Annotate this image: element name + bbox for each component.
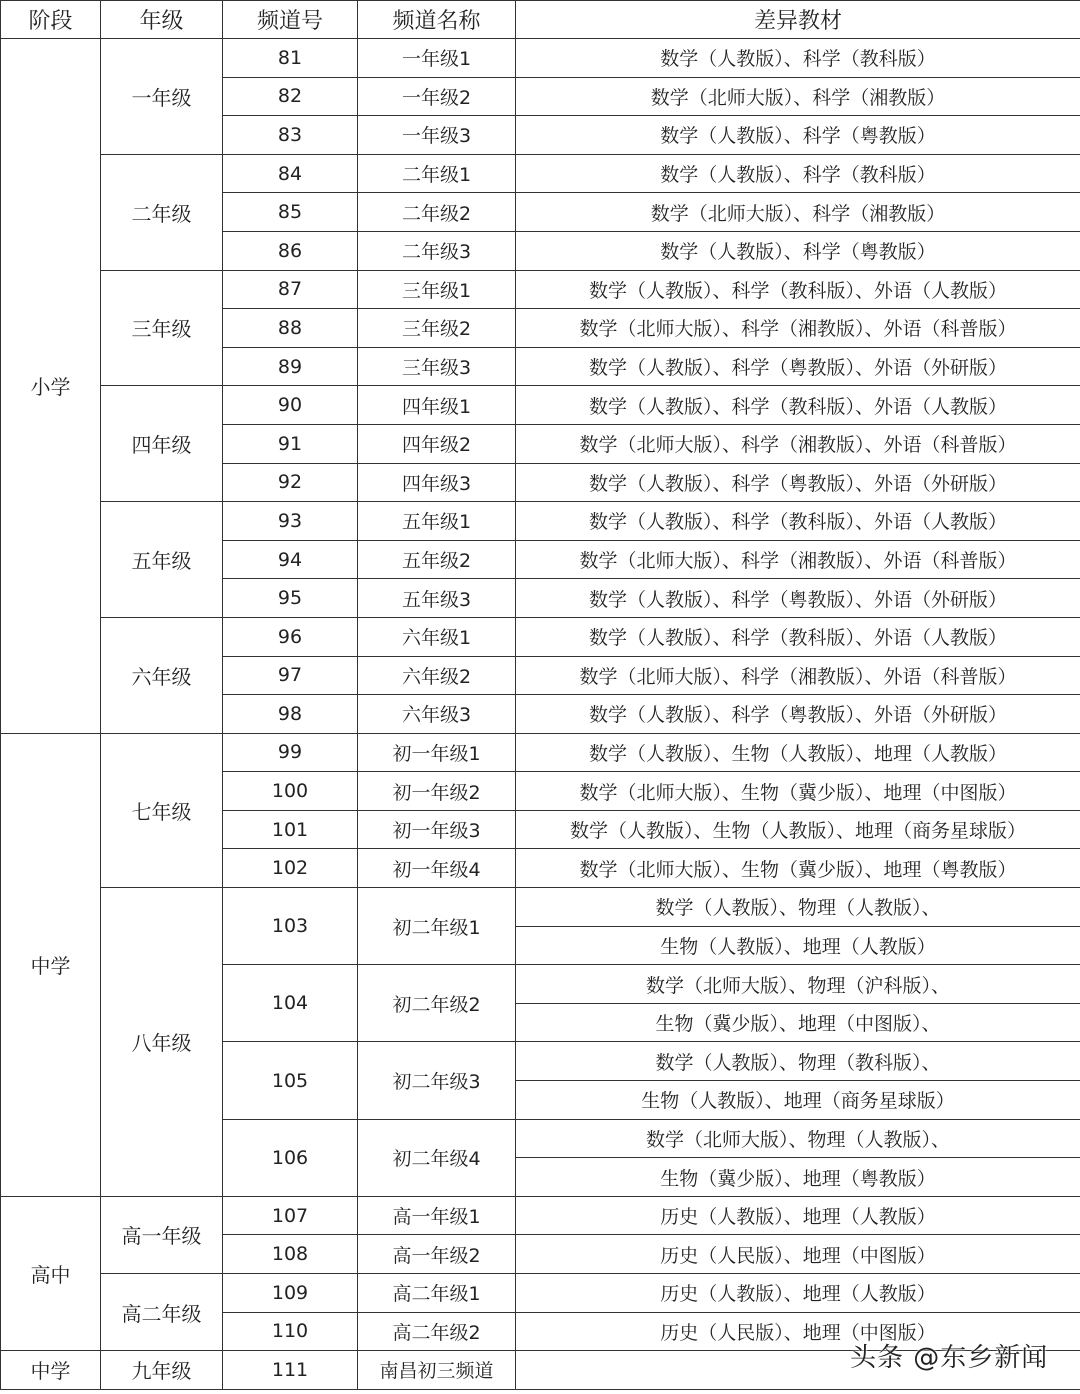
textbooks: 数学（人教版）、科学（教科版）、外语（人教版） bbox=[516, 270, 1080, 309]
textbooks: 数学（人教版）、科学（粤教版）、外语（外研版） bbox=[516, 579, 1080, 618]
channel-number: 105 bbox=[223, 1042, 358, 1119]
textbooks: 数学（北师大版）、生物（冀少版）、地理（中图版） bbox=[516, 772, 1080, 811]
channel-name: 六年级3 bbox=[358, 695, 516, 734]
channel-number: 88 bbox=[223, 309, 358, 348]
channel-number: 111 bbox=[223, 1351, 358, 1390]
textbooks: 生物（冀少版）、地理（粤教版） bbox=[516, 1158, 1080, 1197]
textbooks: 历史（人民版）、地理（中图版） bbox=[516, 1235, 1080, 1274]
channel-number: 83 bbox=[223, 116, 358, 155]
channel-number: 101 bbox=[223, 810, 358, 849]
textbooks: 生物（人教版）、地理（人教版） bbox=[516, 926, 1080, 965]
channel-name: 初二年级3 bbox=[358, 1042, 516, 1119]
channel-name: 高二年级1 bbox=[358, 1274, 516, 1313]
table-row bbox=[1, 1274, 1080, 1313]
channel-name: 二年级1 bbox=[358, 154, 516, 193]
channel-number: 96 bbox=[223, 617, 358, 656]
channel-name: 高二年级2 bbox=[358, 1312, 516, 1351]
channel-number: 89 bbox=[223, 347, 358, 386]
stage-cell: 中学 bbox=[1, 733, 101, 1196]
textbooks: 数学（人教版）、物理（教科版）、 bbox=[516, 1042, 1080, 1081]
textbooks: 数学（人教版）、物理（人教版）、 bbox=[516, 888, 1080, 927]
table-row bbox=[1, 270, 1080, 309]
channel-number: 92 bbox=[223, 463, 358, 502]
channel-name: 二年级3 bbox=[358, 231, 516, 270]
stage-cell: 中学 bbox=[1, 1351, 101, 1390]
channel-name: 高一年级1 bbox=[358, 1196, 516, 1235]
channel-name: 初一年级2 bbox=[358, 772, 516, 811]
stage-cell: 小学 bbox=[1, 39, 101, 734]
channel-number: 87 bbox=[223, 270, 358, 309]
grade-cell: 三年级 bbox=[101, 270, 223, 386]
header-stage: 阶段 bbox=[1, 1, 101, 39]
channel-name: 三年级1 bbox=[358, 270, 516, 309]
channel-number: 107 bbox=[223, 1196, 358, 1235]
channel-number: 85 bbox=[223, 193, 358, 232]
grade-cell: 高一年级 bbox=[101, 1196, 223, 1273]
channel-name: 四年级1 bbox=[358, 386, 516, 425]
header-row bbox=[1, 1, 1080, 39]
channel-name: 三年级2 bbox=[358, 309, 516, 348]
header-textbooks: 差异教材 bbox=[516, 1, 1080, 39]
textbooks: 数学（人教版）、科学（粤教版）、外语（外研版） bbox=[516, 695, 1080, 734]
channel-name: 一年级2 bbox=[358, 77, 516, 116]
channel-number: 94 bbox=[223, 540, 358, 579]
textbooks: 生物（人教版）、地理（商务星球版） bbox=[516, 1081, 1080, 1120]
channel-name: 六年级1 bbox=[358, 617, 516, 656]
textbooks: 数学（北师大版）、科学（湘教版） bbox=[516, 193, 1080, 232]
textbooks: 数学（人教版）、科学（粤教版）、外语（外研版） bbox=[516, 463, 1080, 502]
channel-number: 109 bbox=[223, 1274, 358, 1313]
textbooks: 历史（人教版）、地理（人教版） bbox=[516, 1274, 1080, 1313]
grade-cell: 一年级 bbox=[101, 39, 223, 155]
channel-name: 一年级1 bbox=[358, 39, 516, 78]
channel-number: 84 bbox=[223, 154, 358, 193]
textbooks: 数学（北师大版）、科学（湘教版）、外语（科普版） bbox=[516, 540, 1080, 579]
header-channel-name: 频道名称 bbox=[358, 1, 516, 39]
watermark: 头条 @东乡新闻 bbox=[850, 1343, 1049, 1373]
channel-name: 初二年级1 bbox=[358, 888, 516, 965]
grade-cell: 高二年级 bbox=[101, 1274, 223, 1351]
textbooks: 历史（人教版）、地理（人教版） bbox=[516, 1196, 1080, 1235]
grade-cell: 四年级 bbox=[101, 386, 223, 502]
grade-cell: 九年级 bbox=[101, 1351, 223, 1390]
textbooks: 数学（人教版）、生物（人教版）、地理（人教版） bbox=[516, 733, 1080, 772]
textbooks: 数学（人教版）、科学（教科版） bbox=[516, 154, 1080, 193]
channel-number: 100 bbox=[223, 772, 358, 811]
textbooks: 数学（北师大版）、科学（湘教版）、外语（科普版） bbox=[516, 424, 1080, 463]
textbooks: 数学（北师大版）、科学（湘教版） bbox=[516, 77, 1080, 116]
textbooks: 数学（北师大版）、科学（湘教版）、外语（科普版） bbox=[516, 309, 1080, 348]
channel-number: 81 bbox=[223, 39, 358, 78]
grade-cell: 八年级 bbox=[101, 888, 223, 1197]
channel-number: 86 bbox=[223, 231, 358, 270]
channel-number: 104 bbox=[223, 965, 358, 1042]
textbooks: 数学（人教版）、科学（教科版）、外语（人教版） bbox=[516, 502, 1080, 541]
channel-name: 五年级3 bbox=[358, 579, 516, 618]
textbooks: 数学（人教版）、科学（粤教版） bbox=[516, 231, 1080, 270]
textbooks: 数学（人教版）、生物（人教版）、地理（商务星球版） bbox=[516, 810, 1080, 849]
textbooks: 数学（人教版）、科学（粤教版） bbox=[516, 116, 1080, 155]
table-row bbox=[1, 1196, 1080, 1235]
table-row bbox=[1, 154, 1080, 193]
channel-name: 初一年级3 bbox=[358, 810, 516, 849]
grade-cell: 五年级 bbox=[101, 502, 223, 618]
table-row bbox=[1, 39, 1080, 78]
table-row bbox=[1, 386, 1080, 425]
channel-number: 110 bbox=[223, 1312, 358, 1351]
table-row bbox=[1, 502, 1080, 541]
channel-name: 初一年级4 bbox=[358, 849, 516, 888]
channel-name: 初二年级2 bbox=[358, 965, 516, 1042]
channel-number: 102 bbox=[223, 849, 358, 888]
channel-number: 98 bbox=[223, 695, 358, 734]
textbooks: 数学（北师大版）、物理（沪科版）、 bbox=[516, 965, 1080, 1004]
textbooks: 数学（人教版）、科学（教科版）、外语（人教版） bbox=[516, 617, 1080, 656]
channel-name: 高一年级2 bbox=[358, 1235, 516, 1274]
channel-number: 97 bbox=[223, 656, 358, 695]
channel-number: 90 bbox=[223, 386, 358, 425]
channel-name: 初二年级4 bbox=[358, 1119, 516, 1196]
channel-name: 南昌初三频道 bbox=[358, 1351, 516, 1390]
channel-number: 99 bbox=[223, 733, 358, 772]
channel-name: 五年级1 bbox=[358, 502, 516, 541]
channel-name: 三年级3 bbox=[358, 347, 516, 386]
channel-name: 初一年级1 bbox=[358, 733, 516, 772]
textbooks: 数学（北师大版）、生物（冀少版）、地理（粤教版） bbox=[516, 849, 1080, 888]
stage-cell: 高中 bbox=[1, 1196, 101, 1350]
header-grade: 年级 bbox=[101, 1, 223, 39]
table-row bbox=[1, 617, 1080, 656]
table-row bbox=[1, 733, 1080, 772]
channel-name: 五年级2 bbox=[358, 540, 516, 579]
channel-name: 二年级2 bbox=[358, 193, 516, 232]
channel-number: 91 bbox=[223, 424, 358, 463]
textbooks: 数学（人教版）、科学（教科版）、外语（人教版） bbox=[516, 386, 1080, 425]
channel-number: 82 bbox=[223, 77, 358, 116]
channel-number: 103 bbox=[223, 888, 358, 965]
textbooks: 历史（人民版）、地理（中图版） bbox=[516, 1312, 1080, 1351]
channel-number: 95 bbox=[223, 579, 358, 618]
textbooks: 数学（北师大版）、物理（人教版）、 bbox=[516, 1119, 1080, 1158]
channel-number: 93 bbox=[223, 502, 358, 541]
grade-cell: 六年级 bbox=[101, 617, 223, 733]
channel-name: 一年级3 bbox=[358, 116, 516, 155]
channel-name: 四年级2 bbox=[358, 424, 516, 463]
textbooks: 数学（人教版）、科学（粤教版）、外语（外研版） bbox=[516, 347, 1080, 386]
grade-cell: 七年级 bbox=[101, 733, 223, 887]
channel-name: 四年级3 bbox=[358, 463, 516, 502]
channel-name: 六年级2 bbox=[358, 656, 516, 695]
header-channel-number: 频道号 bbox=[223, 1, 358, 39]
textbooks: 数学（北师大版）、科学（湘教版）、外语（科普版） bbox=[516, 656, 1080, 695]
channel-number: 108 bbox=[223, 1235, 358, 1274]
textbooks: 数学（人教版）、科学（教科版） bbox=[516, 39, 1080, 78]
grade-cell: 二年级 bbox=[101, 154, 223, 270]
table-row bbox=[1, 888, 1080, 927]
channel-number: 106 bbox=[223, 1119, 358, 1196]
textbooks: 生物（冀少版）、地理（中图版）、 bbox=[516, 1003, 1080, 1042]
